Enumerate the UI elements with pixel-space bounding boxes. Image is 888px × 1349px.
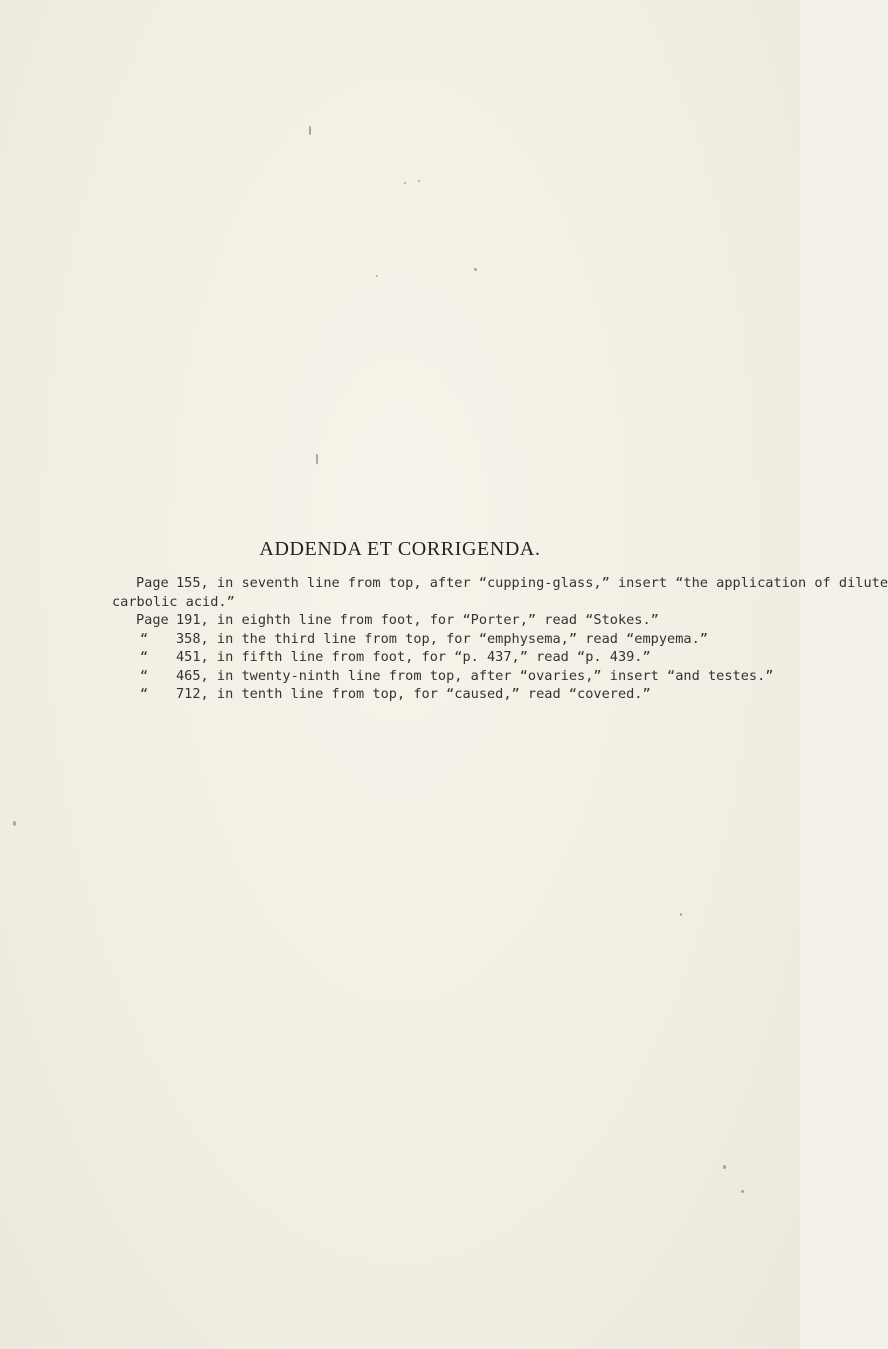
scan-speck [316,454,318,464]
entry-text: 155, in seventh line from top, after “cupping-glass,” insert “the application of dilute [176,575,888,591]
entry-prefix: Page [136,612,169,628]
entry-text: 191, in eighth line from foot, for “Porter,” read “Stokes.” [176,612,659,628]
corrigenda-list [112,574,888,704]
entry-text: 358, in the third line from top, for “emphysema,” read “empyema.” [176,630,708,647]
scan-speck [741,1190,744,1193]
entry-continuation: carbolic acid.” [112,593,235,610]
scan-speck [680,913,682,916]
scan-speck [309,126,311,135]
entry-text: 465, in twenty-ninth line from top, after “ovaries,” insert “and testes.” [176,667,774,684]
entry-prefix: Page [136,575,169,591]
corrigenda-entry [136,667,776,686]
corrigenda-entry [136,648,776,667]
entry-text: 712, in tenth line from top, for “caused,” read “covered.” [176,686,651,702]
entry-text: 451, in fifth line from foot, for “p. 437,” read “p. 439.” [176,649,651,665]
corrigenda-entry [136,611,776,630]
entry-prefix: “ [140,667,149,684]
entry-prefix: “ [140,686,149,702]
page-title: ADDENDA ET CORRIGENDA. [259,538,541,560]
corrigenda-entry [136,630,776,649]
scan-speck [723,1165,726,1169]
corrigenda-entry [136,574,888,593]
entry-prefix: “ [140,630,149,647]
entry-prefix: “ [140,649,149,665]
scan-speck [418,180,420,182]
corrigenda-entry [136,685,776,704]
scan-speck [404,182,406,184]
scan-speck [376,275,378,277]
scan-speck [13,821,16,826]
scan-speck [474,268,477,271]
